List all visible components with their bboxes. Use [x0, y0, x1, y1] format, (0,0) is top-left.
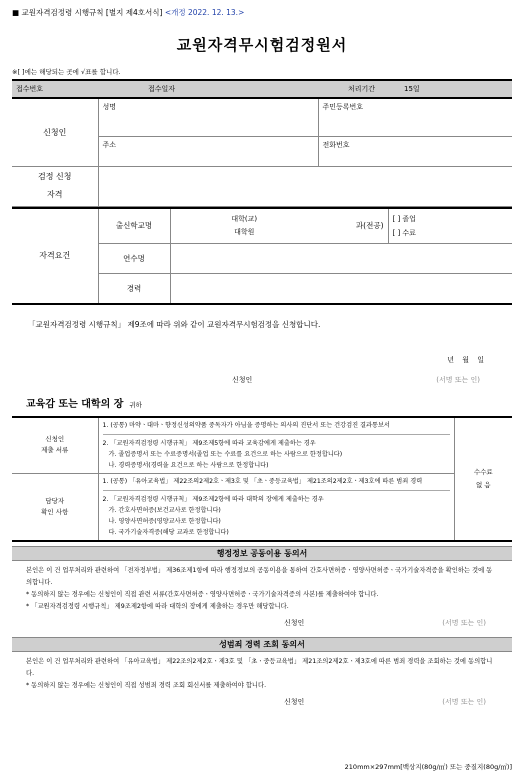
crime-consent-signature — [12, 692, 512, 712]
application-date[interactable]: 년 월 일 — [447, 355, 484, 364]
admin-consent-signer: 신청인 — [284, 618, 305, 627]
paper-spec-footer: 210mm×297mm[백상지(80g/㎡) 또는 중질지(80g/㎡)] — [344, 763, 512, 771]
rrn-field[interactable] — [318, 98, 512, 136]
status-completed-checkbox[interactable]: [ ] 수료 — [392, 228, 416, 237]
crime-consent-bullet1: * 동의하지 않는 경우에는 신청인이 직접 성범죄 경력 조회 회신서를 제출하여야 합니다. — [26, 681, 267, 689]
official-check-2: 2. 「교원자격검정령 시행규칙」 제9조제2항에 따라 대학의 장에게 제출하는 경우 — [102, 495, 324, 503]
name-label: 성명 — [102, 103, 117, 111]
applicant-doc-2a: 가. 졸업증명서 또는 수료증명서(졸업 또는 수료를 요건으로 하는 사람으로 한정합니다) — [108, 450, 343, 458]
phone-label: 전화번호 — [322, 140, 350, 149]
recipient-line — [12, 391, 512, 416]
institution-field[interactable] — [170, 244, 512, 274]
name-field[interactable] — [98, 98, 318, 136]
form-title: 교원자격무시험검정원서 — [176, 36, 348, 54]
school-type-graduate: 대학원 — [234, 227, 255, 236]
status-graduated-checkbox[interactable]: [ ] 졸업 — [392, 214, 416, 223]
applicant-docs-label-line1: 신청인 — [45, 435, 65, 443]
pledge-text: 「교원자격검정령 시행규칙」 제9조에 따라 위와 같이 교원자격무시험검정을 신청합니다. — [28, 319, 321, 329]
school-label: 출신학교명 — [98, 208, 170, 244]
address-label: 주소 — [102, 140, 117, 149]
completion-status[interactable] — [388, 208, 512, 244]
qualification-label-line2: 자격 — [47, 190, 63, 199]
official-check-2a: 가. 간호사면허증(보건교사로 한정합니다) — [108, 506, 221, 514]
admin-consent-title: 행정정보 공동이용 동의서 — [12, 546, 512, 561]
official-check-label-line1: 담당자 — [45, 496, 65, 505]
crime-consent-title: 성범죄 경력 조회 동의서 — [12, 637, 512, 652]
experience-field[interactable] — [170, 274, 512, 304]
law-reference: ■ 교원자격검정령 시행규칙 [별지 제4호서식] — [12, 8, 163, 17]
official-check-2c: 다. 국가기술자격증(해당 교과로 한정합니다) — [108, 528, 229, 536]
official-check-label — [12, 473, 98, 541]
applicant-signature-row — [12, 371, 512, 391]
crime-consent-text: 본인은 이 건 업무처리와 관련하여 「유아교육법」 제22조의2제2호ㆍ제3호 및 「초ㆍ중등교육법」 제21조의2제2호ㆍ제3호에 따른 범죄 경력을 조회하는 것에 동의합니다. — [26, 657, 493, 677]
checkbox-note: ※[ ]에는 해당되는 곳에 √표를 합니다. — [12, 68, 121, 76]
admin-consent-bullet1: * 동의하지 않는 경우에는 신청인이 직접 관련 서류(간호사면허증ㆍ영양사면허증ㆍ국가기술자격증의 사본)를 제출하여야 합니다. — [26, 590, 379, 598]
crime-consent-sign-hint[interactable]: (서명 또는 인) — [442, 697, 486, 706]
fee-cell — [454, 417, 512, 541]
major-label: 과(전공) — [318, 208, 388, 244]
receipt-number-label: 접수번호 — [12, 80, 144, 97]
processing-period-value: 15일 — [400, 80, 512, 97]
applicant-table — [12, 97, 512, 207]
receipt-date-label: 접수일자 — [144, 80, 344, 97]
applicant-docs-label-line2: 제출 서류 — [41, 446, 69, 454]
qualification-field[interactable] — [98, 166, 512, 206]
qualification-label — [12, 166, 98, 206]
recipient-suffix: 귀하 — [129, 400, 142, 409]
requirements-label: 자격요건 — [12, 208, 98, 304]
school-type-university: 대학(교) — [231, 214, 258, 223]
fee-value: 없 음 — [475, 480, 491, 489]
official-check-label-line2: 확인 사항 — [41, 507, 69, 516]
processing-period-label: 처리기간 — [344, 80, 400, 97]
rrn-label: 주민등록번호 — [322, 103, 364, 111]
applicant-docs-label — [12, 417, 98, 474]
admin-consent-bullet2: * 「교원자격검정령 시행규칙」 제9조제2항에 따라 대학의 장에게 제출하는 경우만 해당합니다. — [26, 602, 289, 610]
applicant-docs-list — [98, 417, 454, 474]
applicant-doc-1: 1. (공통) 마약ㆍ대마ㆍ향정신성의약품 중독자가 아님을 증명하는 의사의 진단서 또는 건강검진 결과통보서 — [103, 420, 450, 435]
official-check-1: 1. (공통) 「유아교육법」 제22조의2제2호ㆍ제3호 및 「초ㆍ중등교육법」 제21조의2제2호ㆍ제3호에 따른 범죄 경력 — [103, 476, 450, 491]
phone-field[interactable] — [318, 136, 512, 166]
documents-table — [12, 416, 512, 542]
signature-hint[interactable]: (서명 또는 인) — [436, 375, 480, 384]
form-header — [12, 6, 512, 20]
signer-label: 신청인 — [232, 375, 253, 384]
crime-consent-signer: 신청인 — [284, 697, 305, 706]
admin-consent-signature — [12, 613, 512, 633]
fee-label: 수수료 — [473, 467, 493, 476]
admin-consent-sign-hint[interactable]: (서명 또는 인) — [442, 618, 486, 627]
requirements-table — [12, 207, 512, 305]
receipt-table — [12, 79, 512, 97]
admin-consent-text: 본인은 이 건 업무처리와 관련하여 「전자정부법」 제36조제1항에 따라 행정정보의 공동이용을 통하여 간호사면허증ㆍ영양사면허증ㆍ국가기술자격증을 확인하는 것에 동의합니다. — [26, 566, 493, 586]
applicant-doc-2b: 나. 경력증명서(경력을 요건으로 하는 사람으로 한정합니다) — [108, 461, 269, 469]
institution-label: 연수명 — [98, 244, 170, 274]
crime-consent-body — [12, 652, 512, 692]
revision-note: <개정 2022. 12. 13.> — [164, 8, 245, 17]
school-type-field[interactable] — [170, 208, 318, 244]
official-check-list — [98, 473, 454, 541]
recipient: 교육감 또는 대학의 장 — [26, 398, 124, 410]
admin-consent-body — [12, 561, 512, 613]
address-field[interactable] — [98, 136, 318, 166]
qualification-label-line1: 검정 신청 — [38, 172, 72, 181]
applicant-doc-2: 2. 「교원자격검정령 시행규칙」 제9조제5항에 따라 교육감에게 제출하는 경우 — [102, 439, 316, 447]
experience-label: 경력 — [98, 274, 170, 304]
applicant-label: 신청인 — [12, 98, 98, 166]
official-check-2b: 나. 영양사면허증(영양교사로 한정합니다) — [108, 517, 221, 525]
